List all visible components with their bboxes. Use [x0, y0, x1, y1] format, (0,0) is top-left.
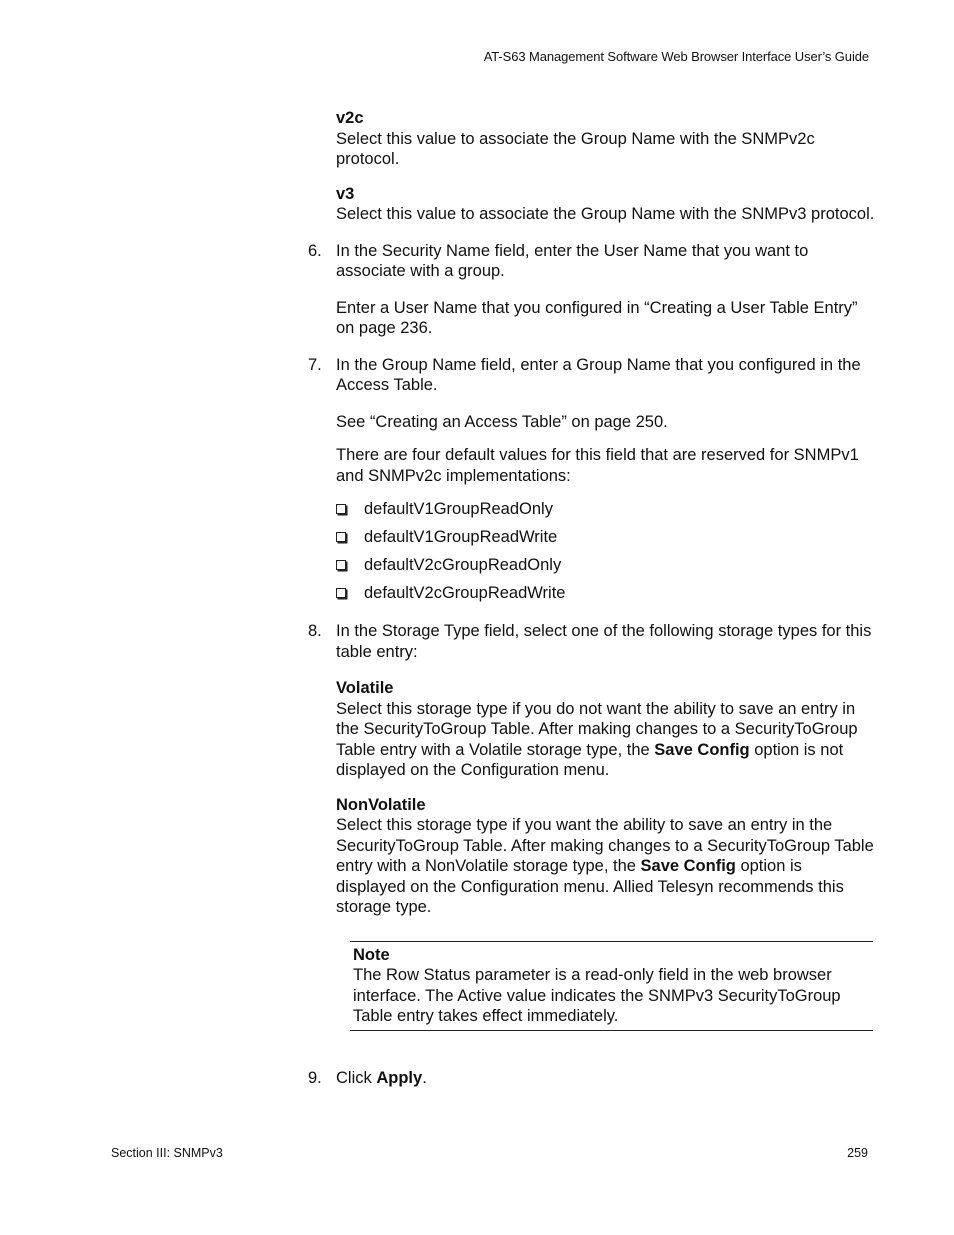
footer-page-number: 259 [847, 1146, 868, 1160]
checkbox-bullet-icon [336, 588, 346, 598]
step-text: In the Storage Type field, select one of the following storage types for this table entry: [336, 622, 872, 661]
page-header: AT-S63 Management Software Web Browser Interface User’s Guide [483, 49, 869, 64]
note-box [350, 941, 873, 1031]
definition-text: Select this storage type if you want the ability to save an entry in the SecurityToGroup Table. After making changes to a SecurityToGroup Table entry with a NonVolatile storage type, the Save Config option is displayed on the Configuration menu. Allied Telesyn recommends this storage type. [336, 816, 874, 916]
checkbox-bullet-icon [336, 504, 346, 514]
definition-text: Select this storage type if you do not want the ability to save an entry in the SecurityToGroup Table. After making changes to a SecurityToGroup Table entry with a Volatile storage type, the Save Config option is not displayed on the Configuration menu. [336, 699, 858, 779]
note-text: The Row Status parameter is a read-only field in the web browser interface. The Active value indicates the SNMPv3 SecurityToGroup Table entry takes effect immediately. [353, 966, 841, 1025]
definition-term: NonVolatile [336, 795, 426, 814]
definition-text: Select this value to associate the Group Name with the SNMPv2c protocol. [336, 129, 815, 168]
step-8 [308, 621, 876, 918]
step-text: In the Group Name field, enter a Group Name that you configured in the Access Table. [336, 355, 861, 394]
default-values-list [336, 499, 876, 611]
definition-v3 [336, 184, 876, 225]
step-7 [308, 355, 876, 612]
definition-text: Select this value to associate the Group Name with the SNMPv3 protocol. [336, 205, 875, 223]
step-9 [308, 1068, 876, 1089]
list-item: defaultV1GroupReadWrite [336, 527, 876, 555]
definition-term: v3 [336, 184, 355, 203]
document-body [308, 108, 876, 1088]
list-item: defaultV2cGroupReadWrite [336, 583, 876, 611]
step-text: In the Security Name field, enter the User Name that you want to associate with a group. [336, 241, 809, 280]
list-item: defaultV1GroupReadOnly [336, 499, 876, 527]
definition-v2c [336, 108, 876, 170]
step-paragraph: Enter a User Name that you configured in “Creating a User Table Entry” on page 236. [336, 298, 858, 337]
definition-volatile [336, 678, 876, 781]
checkbox-bullet-icon [336, 560, 346, 570]
step-number: 9. [308, 1068, 322, 1087]
definition-term: v2c [336, 109, 364, 127]
list-item: defaultV2cGroupReadOnly [336, 555, 876, 583]
note-title: Note [353, 945, 390, 964]
step-text: Click Apply. [336, 1068, 427, 1087]
step-number: 6. [308, 241, 322, 260]
definition-term: Volatile [336, 679, 394, 697]
footer-section: Section III: SNMPv3 [111, 1146, 223, 1160]
step-number: 8. [308, 622, 322, 640]
step-paragraph: See “Creating an Access Table” on page 250. [336, 412, 668, 431]
checkbox-bullet-icon [336, 532, 346, 542]
step-6 [308, 241, 876, 339]
definition-nonvolatile [336, 795, 876, 918]
step-paragraph: There are four default values for this field that are reserved for SNMPv1 and SNMPv2c implementations: [336, 446, 859, 485]
step-number: 7. [308, 355, 322, 374]
